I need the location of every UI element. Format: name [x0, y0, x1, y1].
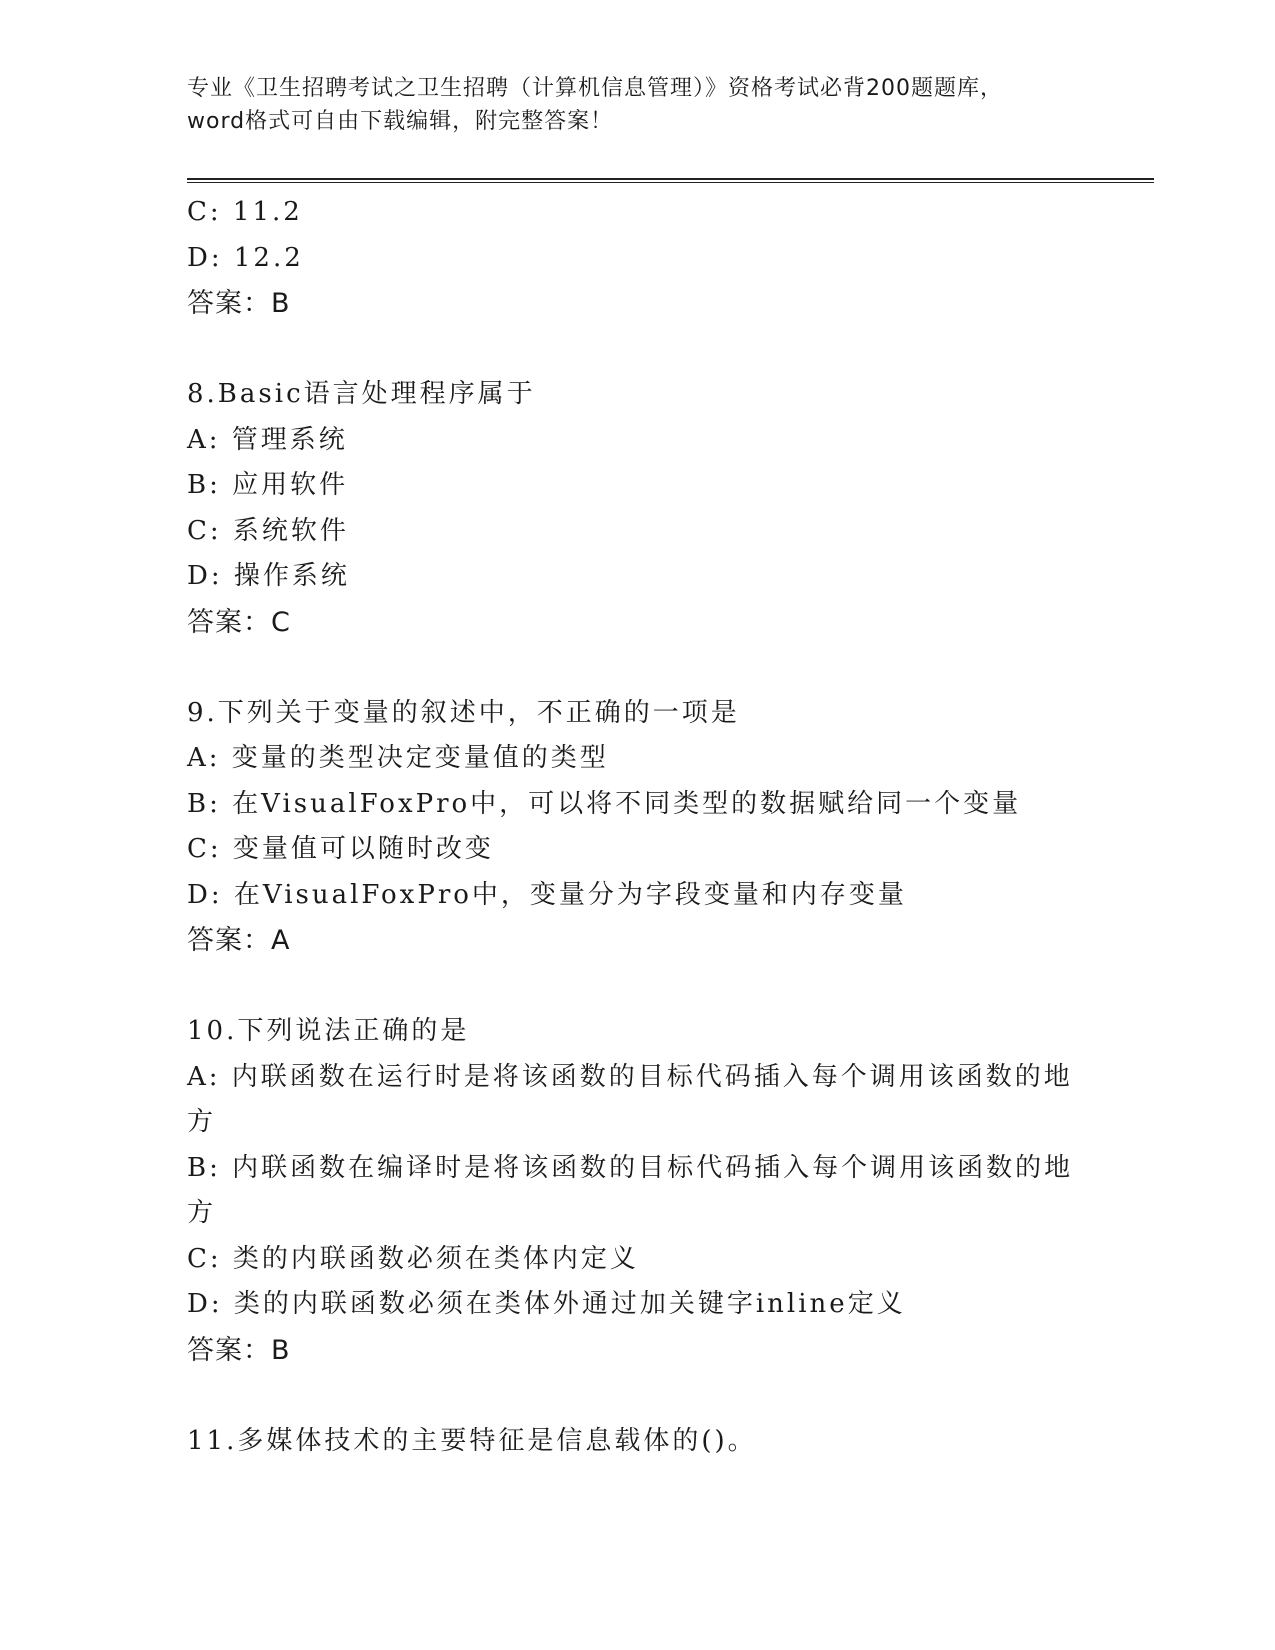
question-text: 8.Basic语言处理程序属于: [187, 379, 536, 409]
answer: 答案：A: [187, 925, 291, 956]
option-c: C: 变量值可以随时改变: [187, 834, 494, 864]
question-text: 11.多媒体技术的主要特征是信息载体的()。: [187, 1425, 757, 1456]
answer: 答案：B: [187, 288, 291, 319]
option-b: B: 内联函数在编译时是将该函数的目标代码插入每个调用该函数的地方: [187, 1152, 1074, 1228]
option-c: C: 系统软件: [187, 515, 349, 546]
question-text: 9.下列关于变量的叙述中，不正确的一项是: [187, 697, 740, 728]
answer: 答案：B: [187, 1334, 291, 1366]
option-a: A: 变量的类型决定变量值的类型: [187, 743, 609, 773]
option-b: B: 在VisualFoxPro中，可以将不同类型的数据赋给同一个变量: [187, 788, 1022, 819]
option-c: C: 类的内联函数必须在类体内定义: [187, 1243, 639, 1274]
question-10: [187, 1009, 1087, 1373]
header-rule: [187, 178, 1154, 183]
question-text: 10.下列说法正确的是: [187, 1016, 470, 1046]
option-b: B: 应用软件: [187, 470, 349, 500]
page-header: [187, 72, 1087, 138]
option-a: A: 管理系统: [187, 424, 348, 455]
question-list: [187, 190, 1087, 1464]
spacer: [187, 1373, 1087, 1419]
option-d: D: 12.2: [187, 242, 304, 273]
question-7-tail: [187, 190, 1087, 327]
option-a: A: 内联函数在运行时是将该函数的目标代码插入每个调用该函数的地方: [187, 1061, 1073, 1137]
option-c: C: 11.2: [187, 197, 303, 227]
question-8: [187, 372, 1087, 645]
option-d: D: 类的内联函数必须在类体外通过加关键字inline定义: [187, 1289, 906, 1319]
option-d: D: 操作系统: [187, 561, 350, 591]
spacer: [187, 645, 1087, 691]
option-d: D: 在VisualFoxPro中，变量分为字段变量和内存变量: [187, 879, 907, 910]
header-line-2: word格式可自由下载编辑，附完整答案！: [187, 109, 614, 134]
question-11: [187, 1419, 1087, 1465]
spacer: [187, 964, 1087, 1010]
question-9: [187, 691, 1087, 964]
answer: 答案：C: [187, 606, 291, 638]
spacer: [187, 327, 1087, 373]
header-line-1: 专业《卫生招聘考试之卫生招聘（计算机信息管理）》资格考试必背200题题库，: [187, 76, 1003, 101]
